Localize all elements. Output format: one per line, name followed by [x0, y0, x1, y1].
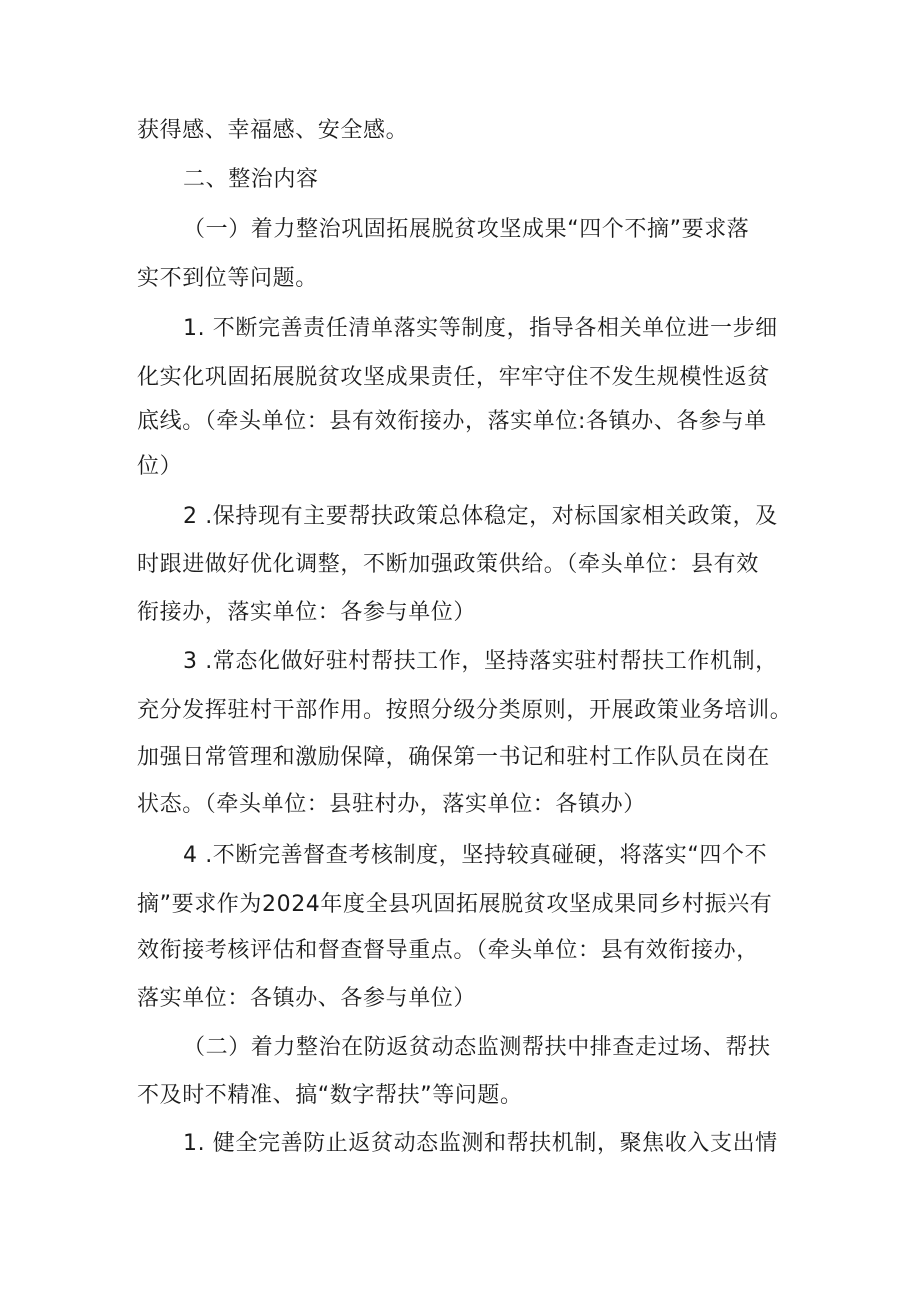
subsection-heading: （二）着力整治在防返贫动态监测帮扶中排查走过场、帮扶 — [183, 1035, 771, 1060]
list-item: 1. 健全完善防止返贫动态监测和帮扶机制，聚焦收入支出情 — [183, 1131, 778, 1156]
text-line: 时跟进做好优化调整，不断加强政策供给。（牵头单位：县有效 — [137, 552, 759, 577]
text-line: 加强日常管理和激励保障，确保第一书记和驻村工作队员在岗在 — [137, 745, 770, 770]
subsection-heading: （一）着力整治巩固拓展脱贫攻坚成果“四个不摘”要求落 — [183, 217, 750, 242]
text-line: 实不到位等问题。 — [137, 266, 318, 291]
text-line: 获得感、幸福感、安全感。 — [137, 118, 409, 143]
text-line: 摘”要求作为2024年度全县巩固拓展脱贫攻坚成果同乡村振兴有 — [137, 892, 773, 917]
text-line: 位） — [137, 454, 183, 479]
text-line: 不及时不精准、搞“数字帮扶”等问题。 — [137, 1083, 523, 1108]
text-line: 落实单位：各镇办、各参与单位） — [137, 986, 477, 1011]
list-item: 2 .保持现有主要帮扶政策总体稳定，对标国家相关政策，及 — [183, 504, 778, 529]
list-item: 3 .常态化做好驻村帮扶工作，坚持落实驻村帮扶工作机制， — [183, 649, 778, 674]
text-line: 底线。（牵头单位：县有效衔接办，落实单位:各镇办、各参与单 — [137, 409, 767, 434]
text-line: 衔接办，落实单位：各参与单位） — [137, 600, 477, 625]
text-line: 状态。（牵头单位：县驻村办，落实单位：各镇办） — [137, 792, 646, 817]
list-item: 1. 不断完善责任清单落实等制度，指导各相关单位进一步细 — [183, 316, 778, 341]
text-line: 效衔接考核评估和督查督导重点。（牵头单位：县有效衔接办， — [137, 938, 759, 963]
section-heading: 二、整治内容 — [183, 167, 319, 192]
text-line: 充分发挥驻村干部作用。按照分级分类原则，开展政策业务培训。 — [137, 698, 793, 723]
text-line: 化实化巩固拓展脱贫攻坚成果责任，牢牢守住不发生规模性返贫 — [137, 365, 770, 390]
list-item: 4 .不断完善督查考核制度，坚持较真碰硬，将落实“四个不 — [183, 843, 768, 868]
